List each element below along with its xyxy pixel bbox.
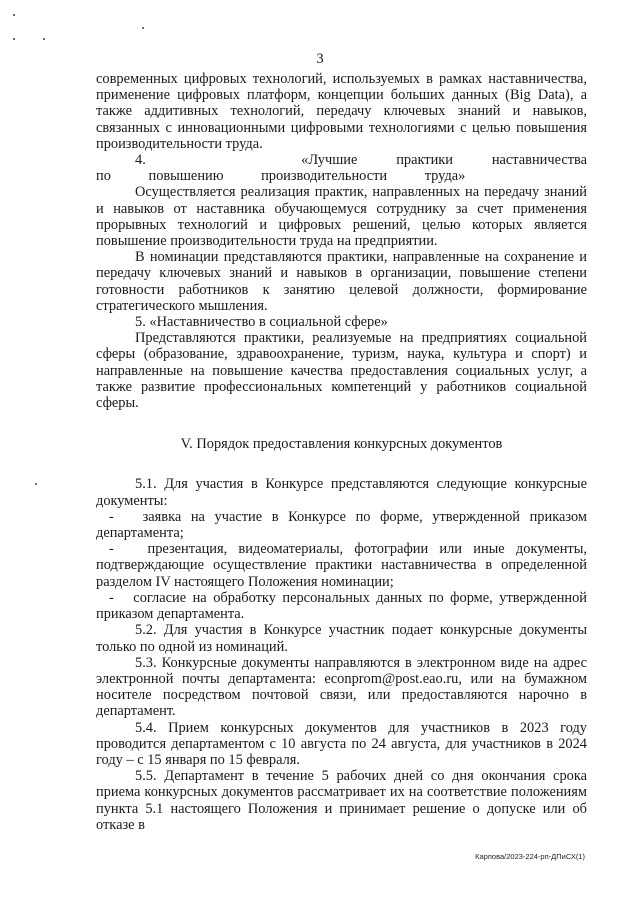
scan-speck xyxy=(43,38,45,40)
list-item: - презентация, видеоматериалы, фотографии или иные документы, подтверждающие осуществление практики наставничества в определенной разделом IV настоящего Положения номинации; xyxy=(96,541,587,590)
paragraph: Осуществляется реализация практик, направленных на передачу знаний и навыков от наставника обучающемуся сотруднику за счет применения прорывных технологий и цифровых решений, целью которых является повышение производительности труда на предприятии. xyxy=(96,184,587,250)
scan-speck xyxy=(13,38,15,40)
document-body xyxy=(96,71,587,833)
paragraph: 5.1. Для участия в Конкурсе представляются следующие конкурсные документы: xyxy=(96,476,587,509)
paragraph: 5.4. Прием конкурсных документов для участников в 2023 году проводится департаментом с 10 августа по 24 августа, для участников в 2024 году – с 15 января по 15 февраля. xyxy=(96,719,587,768)
paragraph: Представляются практики, реализуемые на предприятиях социальной сферы (образование, здравоохранение, туризм, наука, культура и спорт) и направленные на повышение качества предоставления социальных услуг, а также развитие профессиональных компетенций у работников социальной сферы. xyxy=(96,330,587,412)
paragraph: 5.3. Конкурсные документы направляются в электронном виде на адрес электронной почты департамента: econprom@post.eao.ru, или на бумажном носителе посредством почтовой связи, или предоставляются нарочно в департамент. xyxy=(96,654,587,720)
section-heading: V. Порядок предоставления конкурсных документов xyxy=(180,436,503,453)
scan-speck xyxy=(13,14,15,16)
paragraph: В номинации представляются практики, направленные на сохранение и передачу ключевых знаний и навыков в организации, повышение степени готовности работников к занятию целевой должности, формирование стратегического мышления. xyxy=(96,249,587,314)
scan-speck xyxy=(35,483,37,485)
paragraph: 5.5. Департамент в течение 5 рабочих дней со дня окончания срока приема конкурсных документов рассматривает их на соответствие положениям пункта 5.1 настоящего Положения и принимает решение о допуске или об отказе в xyxy=(96,768,587,833)
nomination-title-5: 5. «Наставничество в социальной сфере» xyxy=(135,314,388,331)
nomination-title-4: 4. «Лучшие практики наставничества по повышению производительности труда» xyxy=(96,152,587,185)
document-reference-footer: Карпова/2023-224-рп-ДПиСХ(1) xyxy=(475,852,585,861)
list-item: - заявка на участие в Конкурсе по форме, утвержденной приказом департамента; xyxy=(96,508,587,542)
paragraph: 5.2. Для участия в Конкурсе участник подает конкурсные документы только по одной из номинаций. xyxy=(96,622,587,655)
list-item: - согласие на обработку персональных данных по форме, утвержденной приказом департамента. xyxy=(96,589,587,623)
scan-speck xyxy=(142,27,144,29)
paragraph: современных цифровых технологий, используемых в рамках наставничества, применение цифровых платформ, концепции больших данных (Big Data), а также аддитивных технологий, передачу ключевых знаний и навыков, связанных с инновационными цифровыми технологиями с целью повышения производительности труда. xyxy=(96,71,587,152)
page-number: 3 xyxy=(316,51,324,67)
